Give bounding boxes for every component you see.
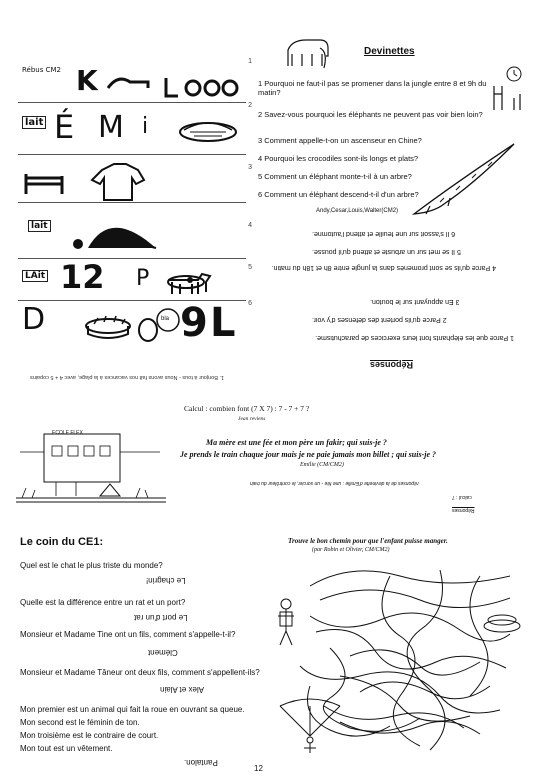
rebus-letter: M bbox=[98, 110, 124, 145]
riddle-author: Emilie (CM/CM2) bbox=[300, 462, 344, 468]
charade-line-2: Mon second est le féminin de ton. bbox=[20, 718, 140, 727]
rebus-row-6 bbox=[18, 300, 252, 354]
reponse-2: 2 Parce qu'ils portent des défenses d'y voir. bbox=[312, 316, 447, 323]
reponse-4: 4 Parce qu'ils se sont promenés dans la jungle entre 8h et 18h du matin. bbox=[271, 264, 496, 271]
rebus-letter: i bbox=[142, 114, 149, 139]
rebus-letter: L bbox=[210, 300, 236, 346]
charade-line-1: Mon premier est un animal qui fait la roue en ouvrant sa queue. bbox=[20, 705, 245, 714]
rebus-number: 12 bbox=[60, 258, 105, 296]
row-number: 2 bbox=[248, 102, 252, 109]
speech-bubble-text: bla bbox=[161, 316, 170, 322]
row-number: 3 bbox=[248, 164, 252, 171]
rebus-letter: 9 bbox=[180, 300, 208, 346]
reponse-6: 6 Il s'assoit sur une feuille et attend l'automne. bbox=[312, 230, 456, 237]
ce1-answer-2: Le port d'un rat bbox=[134, 613, 188, 622]
rebus-row-3 bbox=[18, 154, 252, 203]
rebus-row-5 bbox=[18, 258, 252, 301]
ce1-title: Le coin du CE1: bbox=[20, 536, 104, 548]
rebus-row-1 bbox=[18, 58, 252, 103]
rebus-row-2 bbox=[18, 102, 252, 155]
riddle-line-2: Je prends le train chaque jour mais je ne paie jamais mon billet ; qui suis-je ? bbox=[180, 450, 437, 459]
bread-drawing bbox=[18, 102, 246, 154]
ce1-question-2: Quelle est la différence entre un rat et un port? bbox=[20, 598, 186, 607]
ce1-answer-3: Clément bbox=[148, 648, 178, 657]
charade-line-3: Mon troisième est le contraire de court. bbox=[20, 731, 159, 740]
question-4: 4 Pourquoi les crocodiles sont-ils longs et plats? bbox=[258, 154, 419, 163]
rebus-header: Rébus CM2 bbox=[22, 66, 61, 74]
maze-instruction: Trouve le bon chemin pour que l'enfant puisse manger. bbox=[288, 537, 448, 545]
ce1-question-4: Monsieur et Madame Tâneur ont deux fils, comment s'appellent-ils? bbox=[20, 668, 260, 677]
lait-box: lait bbox=[22, 116, 46, 129]
question-2: 2 Savez-vous pourquoi les éléphants ne peuvent pas voir bien loin? bbox=[258, 110, 483, 119]
page-number: 12 bbox=[254, 764, 263, 773]
question-3: 3 Comment appelle-t-on un ascenseur en Chine? bbox=[258, 136, 422, 145]
reponse-3: 3 En appuyant sur le bouton. bbox=[370, 298, 460, 305]
reponse-5: 5 Il se met sur un arbuste et attend qu'il pousse. bbox=[312, 248, 461, 255]
ce1-question-1: Quel est le chat le plus triste du monde? bbox=[20, 561, 163, 570]
child-figure bbox=[278, 599, 294, 645]
question-6: 6 Comment un éléphant descend-t-il d'un arbre? bbox=[258, 190, 419, 199]
devinettes-authors: Andy,Cesar,Louis,Walter(CM2) bbox=[316, 208, 399, 214]
riddle-answers: réponses de la devinette d'Emilie : une fée - un sorcier, le contrôleur du train bbox=[250, 480, 419, 486]
rebus-letter: K bbox=[76, 64, 98, 97]
cow-drawing bbox=[18, 258, 246, 300]
charade-line-4: Mon tout est un vêtement. bbox=[20, 744, 113, 753]
charade-answer: Pantalon. bbox=[184, 758, 218, 767]
lait-box: lait bbox=[28, 220, 51, 232]
rebus-letter: É bbox=[54, 108, 75, 146]
rebus-row-4 bbox=[18, 202, 252, 259]
ce1-answer-1: Le chagrin! bbox=[146, 576, 186, 585]
rebus-letter: P bbox=[136, 266, 150, 291]
row-number: 6 bbox=[248, 300, 252, 307]
calcul-answer: calcul : 7 bbox=[452, 494, 472, 500]
lait-box: LAit bbox=[22, 270, 48, 282]
jungle-clock-drawing bbox=[488, 64, 528, 114]
riddle-line-1: Ma mère est une fée et mon père un fakir; qui suis-je ? bbox=[206, 438, 387, 447]
row-number: 4 bbox=[248, 222, 252, 229]
ce1-answer-4: Alex et Alain bbox=[160, 685, 205, 694]
reponses-title: Réponses bbox=[370, 360, 414, 370]
elephant-drawing bbox=[282, 36, 332, 76]
question-1: 1 Pourquoi ne faut-il pas se promener dans la jungle entre 8 et 9h du matin? bbox=[258, 79, 487, 97]
reponse-1: 1 Parce que les éléphants font leurs exercices de parachutisme. bbox=[315, 334, 514, 341]
ce1-question-3: Monsieur et Madame Tine ont un fils, comment s'appelle-t-il? bbox=[20, 630, 236, 639]
parachutist bbox=[280, 699, 340, 753]
crocodile-drawing bbox=[410, 140, 520, 220]
calcul-author: Jean reviens bbox=[238, 416, 266, 422]
rebus-letter: D bbox=[22, 302, 46, 337]
food-plate bbox=[484, 615, 520, 632]
row-number: 1 bbox=[248, 58, 252, 65]
school-sign: ECOLE FLEX bbox=[52, 430, 83, 436]
rebus-drawings bbox=[18, 58, 246, 102]
reponses-label: Réponses bbox=[452, 507, 475, 513]
row-number: 5 bbox=[248, 264, 252, 271]
school-train-drawing bbox=[16, 428, 166, 510]
question-5: 5 Comment un éléphant monte-t-il à un arbre? bbox=[258, 172, 412, 181]
maze-drawing bbox=[270, 556, 526, 766]
maze-author: (par Robin et Olivier, CM/CM2) bbox=[312, 547, 390, 553]
bed-and-shirt-drawing bbox=[18, 154, 246, 202]
turtle-drawing bbox=[18, 202, 246, 258]
devinettes-title: Devinettes bbox=[364, 46, 415, 57]
rebus-answer: 1. Bonjour à tous - Nous avons fait nos vacances à la plage, avec 4 + 5 copains bbox=[30, 374, 224, 380]
calcul-text: Calcul : combien font (7 X 7) : 7 - 7 + 7 ? bbox=[184, 404, 310, 413]
